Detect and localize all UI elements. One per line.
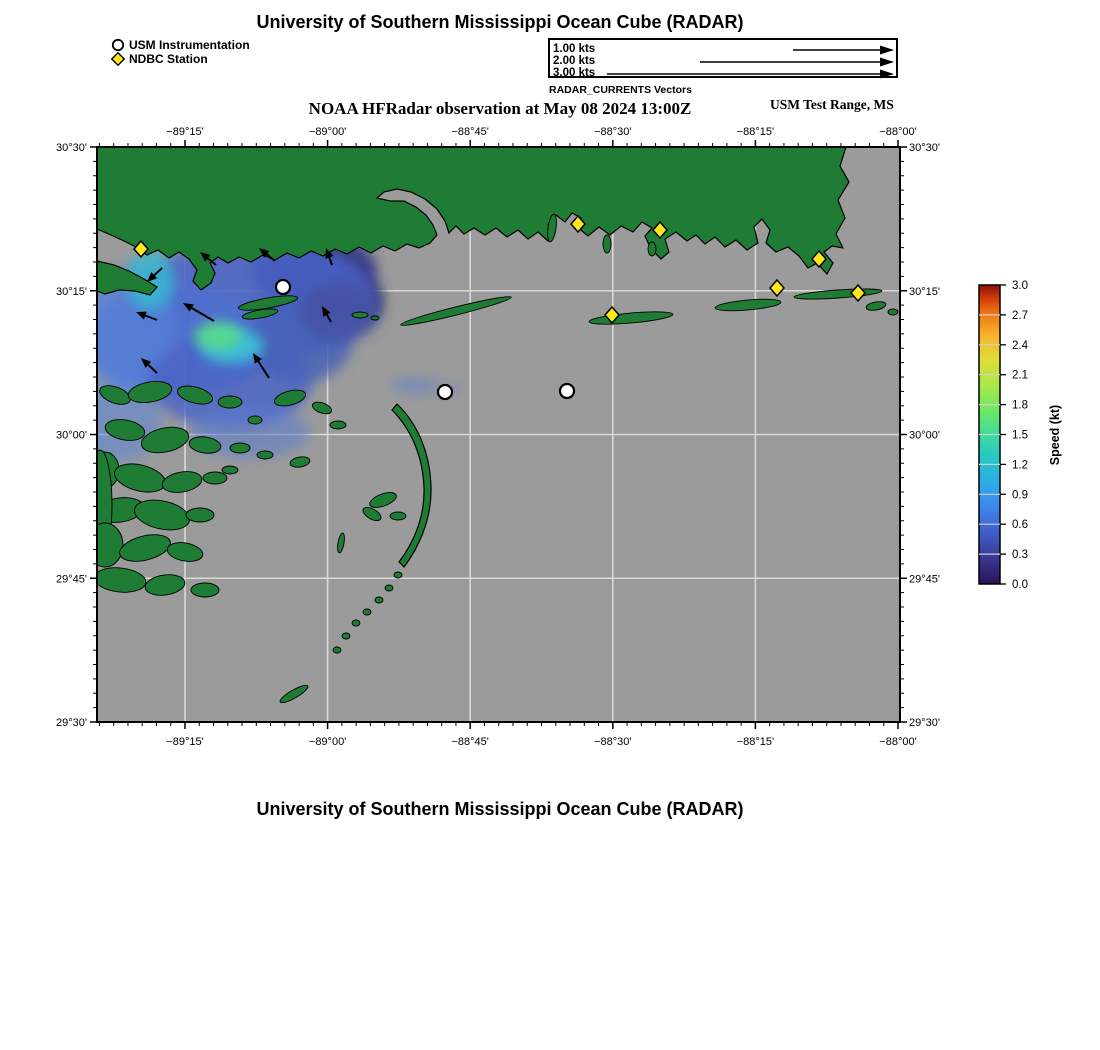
lat-label-right: 30°30' <box>909 142 940 154</box>
speed-field-blob <box>194 322 242 350</box>
land-marsh-blob <box>222 466 238 474</box>
lon-label-top: −88°45' <box>451 126 489 138</box>
range-label: USM Test Range, MS <box>770 97 894 112</box>
land-island <box>333 647 341 653</box>
colorbar-tick-label: 0.6 <box>1012 519 1028 532</box>
lat-label-left: 29°45' <box>56 573 87 586</box>
scale-arrow-head <box>880 46 894 55</box>
scale-arrow-head <box>880 70 894 79</box>
land-island <box>352 620 360 626</box>
land-island <box>363 609 371 615</box>
lon-label-bottom: −89°15' <box>166 736 204 748</box>
land-island <box>371 316 379 320</box>
lat-label-left: 29°30' <box>56 717 87 729</box>
lat-label-right: 30°15' <box>909 285 940 298</box>
lon-label-top: −89°15' <box>166 126 204 138</box>
land-marsh-blob <box>203 472 227 484</box>
colorbar-tick-label: 1.8 <box>1012 399 1028 412</box>
land-island <box>648 242 656 256</box>
colorbar <box>979 280 1029 591</box>
land-marsh-blob <box>330 421 346 429</box>
land-marsh-blob <box>257 451 273 459</box>
lon-label-top: −88°30' <box>594 126 632 138</box>
lat-label-left: 30°15' <box>56 285 87 298</box>
speed-field-blob <box>300 282 380 342</box>
speed-field-blob <box>391 378 439 394</box>
lon-label-top: −88°00' <box>879 126 917 138</box>
lon-label-bottom: −89°00' <box>308 736 347 748</box>
lon-label-bottom: −88°45' <box>451 736 489 748</box>
colorbar-tick-label: 0.9 <box>1012 489 1028 502</box>
colorbar-tick-label: 3.0 <box>1012 280 1028 292</box>
land-marsh-blob <box>218 396 242 408</box>
legend-usm-label: USM Instrumentation <box>129 38 250 52</box>
scale-box-arrows <box>607 46 894 79</box>
lat-label-left: 30°30' <box>56 142 87 154</box>
scale-3kt-label: 3.00 kts <box>553 67 596 79</box>
colorbar-tick-label: 0.3 <box>1012 549 1028 562</box>
colorbar-tick-label: 1.2 <box>1012 459 1028 472</box>
land-island <box>603 235 611 253</box>
observation-subtitle: NOAA HFRadar observation at May 08 2024 13:00Z <box>308 99 692 118</box>
lat-label-right: 30°00' <box>909 429 940 442</box>
land-island <box>375 597 383 603</box>
land-island <box>342 633 350 639</box>
bottom-page-title: University of Southern Mississippi Ocean Cube (RADAR) <box>256 799 744 819</box>
colorbar-axis-label: Speed (kt) <box>1048 404 1062 466</box>
lon-label-bottom: −88°30' <box>594 736 632 748</box>
land-marsh-blob <box>191 583 219 597</box>
lon-label-bottom: −88°00' <box>879 736 917 748</box>
land-island <box>385 585 393 591</box>
land-island <box>888 309 898 315</box>
colorbar-tick-label: 0.0 <box>1012 579 1028 591</box>
legend-ndbc-label: NDBC Station <box>129 52 208 66</box>
land-marsh-blob <box>186 508 214 522</box>
lon-label-top: −89°00' <box>308 126 347 138</box>
colorbar-tick-label: 1.5 <box>1012 429 1028 442</box>
scale-2kt-label: 2.00 kts <box>553 55 596 67</box>
scale-arrow-head <box>880 58 894 67</box>
land-island <box>352 312 368 318</box>
colorbar-tick-label: 2.7 <box>1012 309 1028 322</box>
lat-label-right: 29°30' <box>909 717 940 729</box>
lon-label-bottom: −88°15' <box>736 736 775 748</box>
land-marsh-blob <box>230 443 250 453</box>
colorbar-tick-label: 2.4 <box>1012 339 1028 352</box>
lat-label-right: 29°45' <box>909 573 940 586</box>
land-island <box>394 572 402 578</box>
page-title: University of Southern Mississippi Ocean Cube (RADAR) <box>256 12 744 32</box>
scale-1kt-label: 1.00 kts <box>553 43 596 55</box>
land-marsh-blob <box>87 523 123 567</box>
land-marsh-blob <box>248 416 262 424</box>
scale-box-caption: RADAR_CURRENTS Vectors <box>549 84 692 96</box>
lon-label-top: −88°15' <box>736 126 775 138</box>
usm-instrumentation-marker <box>560 384 574 398</box>
colorbar-tick-label: 2.1 <box>1012 369 1028 382</box>
lat-label-left: 30°00' <box>56 429 87 442</box>
land-island <box>390 512 406 520</box>
usm-instrumentation-marker <box>438 385 452 399</box>
usm-instrumentation-marker <box>276 280 290 294</box>
